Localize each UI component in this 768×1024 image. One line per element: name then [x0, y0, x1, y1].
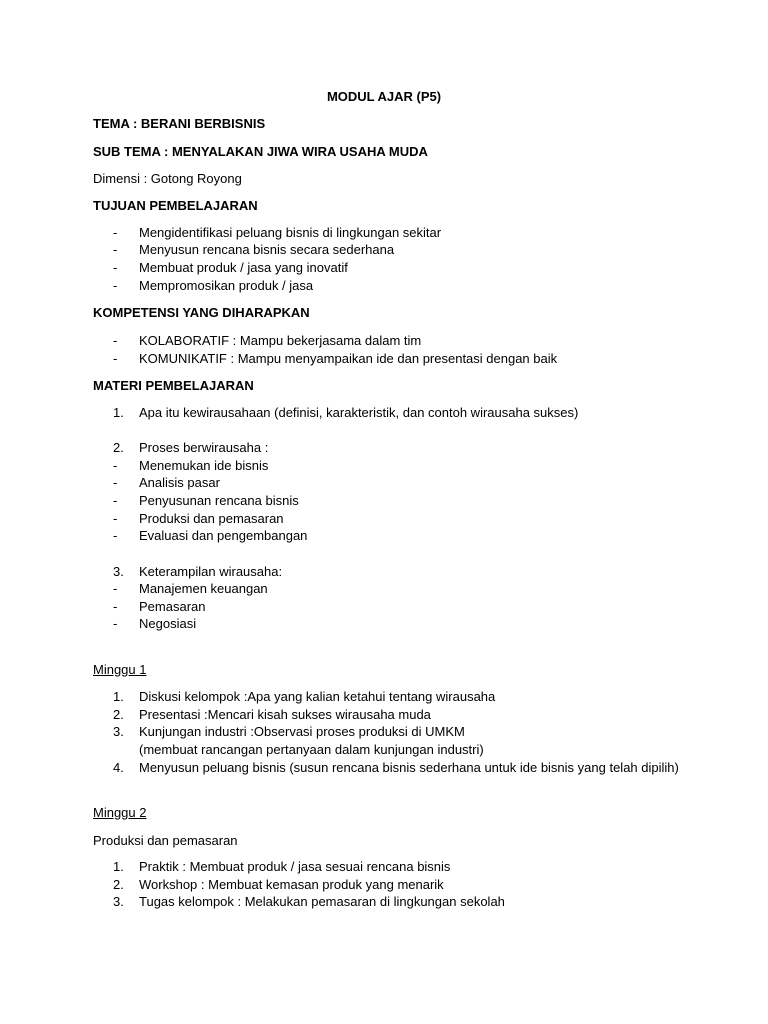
sub-tema-line: SUB TEMA : MENYALAKAN JIWA WIRA USAHA MUDA	[93, 144, 428, 159]
kompetensi-heading: KOMPETENSI YANG DIHARAPKAN	[93, 305, 310, 320]
materi-sub-item: - Pemasaran	[113, 599, 206, 614]
tema-line: TEMA : BERANI BERBISNIS	[93, 116, 266, 131]
minggu-2-intro: Produksi dan pemasaran	[93, 833, 238, 848]
materi-sub-item: - Produksi dan pemasaran	[113, 511, 284, 526]
tujuan-item: - Menyusun rencana bisnis secara sederhana	[113, 242, 395, 257]
kompetensi-item: - KOMUNIKATIF : Mampu menyampaikan ide dan presentasi dengan baik	[113, 351, 558, 366]
materi-section: 3. Keterampilan wirausaha:	[113, 564, 283, 579]
materi-section: 2. Proses berwirausaha :	[113, 440, 269, 455]
materi-sub-item: - Menemukan ide bisnis	[113, 458, 269, 473]
materi-heading: MATERI PEMBELAJARAN	[93, 378, 254, 393]
minggu-1-item: 4. Menyusun peluang bisnis (susun rencana bisnis sederhana untuk ide bisnis yang telah dipilih)	[113, 760, 679, 775]
tujuan-heading: TUJUAN PEMBELAJARAN	[93, 198, 258, 213]
minggu-2-item: 1. Praktik : Membuat produk / jasa sesuai rencana bisnis	[113, 859, 451, 874]
document-title: MODUL AJAR (P5)	[326, 89, 442, 104]
materi-sub-item: - Evaluasi dan pengembangan	[113, 528, 308, 543]
tujuan-item: - Mempromosikan produk / jasa	[113, 278, 314, 293]
materi-section: 1. Apa itu kewirausahaan (definisi, karakteristik, dan contoh wirausaha sukses)	[113, 405, 579, 420]
tujuan-item: - Membuat produk / jasa yang inovatif	[113, 260, 348, 275]
materi-sub-item: - Penyusunan rencana bisnis	[113, 493, 299, 508]
materi-sub-item: - Manajemen keuangan	[113, 581, 268, 596]
minggu-2-item: 3. Tugas kelompok : Melakukan pemasaran di lingkungan sekolah	[113, 894, 505, 909]
tujuan-item: - Mengidentifikasi peluang bisnis di lingkungan sekitar	[113, 225, 442, 240]
dimensi-line: Dimensi : Gotong Royong	[93, 171, 242, 186]
kompetensi-item: - KOLABORATIF : Mampu bekerjasama dalam tim	[113, 333, 422, 348]
minggu-2-heading: Minggu 2	[93, 805, 147, 820]
materi-sub-item: - Analisis pasar	[113, 475, 220, 490]
minggu-1-item-continuation: (membuat rancangan pertanyaan dalam kunjungan industri)	[139, 742, 484, 757]
materi-sub-item: - Negosiasi	[113, 616, 197, 631]
minggu-2-item: 2. Workshop : Membuat kemasan produk yang menarik	[113, 877, 444, 892]
minggu-1-item: 2. Presentasi :Mencari kisah sukses wirausaha muda	[113, 707, 431, 722]
minggu-1-item: 1. Diskusi kelompok :Apa yang kalian ketahui tentang wirausaha	[113, 689, 496, 704]
minggu-1-item: 3. Kunjungan industri :Observasi proses produksi di UMKM	[113, 724, 465, 739]
minggu-1-heading: Minggu 1	[93, 662, 147, 677]
